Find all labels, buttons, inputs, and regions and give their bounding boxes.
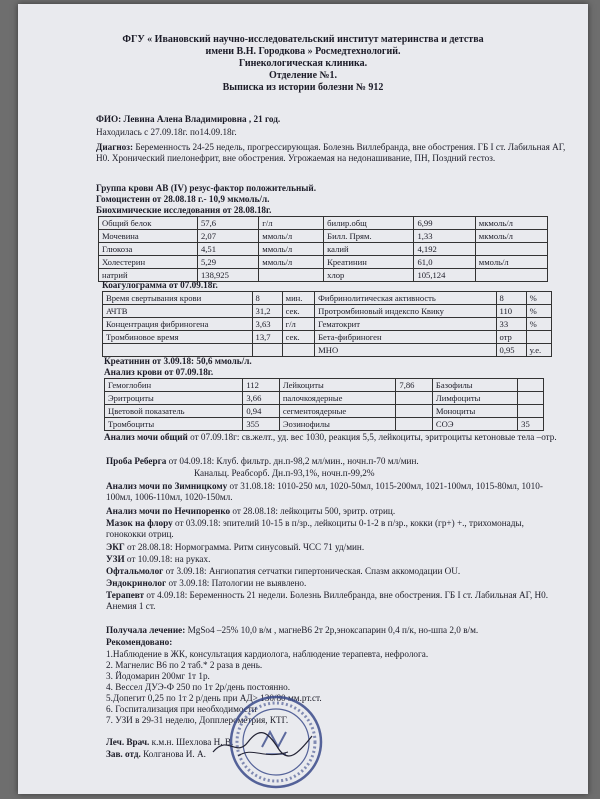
document-page: [18, 4, 588, 794]
biochem-cell: калий: [324, 243, 414, 256]
coag-cell: 110: [496, 305, 526, 318]
blood-cell: Эритроциты: [105, 392, 243, 405]
biochem-cell: ммоль/л: [259, 230, 324, 243]
biochem-row: [99, 217, 548, 230]
coag-cell: у.е.: [526, 344, 551, 357]
biochem-cell: [475, 269, 547, 282]
coag-row: [103, 318, 552, 331]
biochem-cell: Холестерин: [99, 256, 198, 269]
coag-cell: 31,2: [252, 305, 282, 318]
biochem-cell: 4,51: [197, 243, 258, 256]
blood-group: Группа крови АВ (IV) резус-фактор положительный.: [96, 183, 317, 193]
zimnitsky-label: Анализ мочи по Зимницкому: [106, 481, 228, 491]
blood-row: [105, 405, 544, 418]
coag-cell: %: [526, 292, 551, 305]
coag-cell: 8: [252, 292, 282, 305]
biochem-cell: 4,192: [414, 243, 475, 256]
biochem-title: Биохимические исследования от 28.08.18г.: [96, 205, 272, 215]
blood-cell: СОЭ: [432, 418, 517, 431]
coag-row: [103, 331, 552, 344]
blood-row: [105, 392, 544, 405]
coag-cell: сек.: [282, 305, 315, 318]
biochem-cell: билир.общ: [324, 217, 414, 230]
biochem-cell: [259, 269, 324, 282]
coag-row: [103, 344, 552, 357]
recommendation-item: 5.Допегит 0,25 по 1т 2 р/день при АД> 130/80 мм.рт.ст.: [106, 693, 322, 703]
zimnitsky-analysis: [106, 481, 561, 503]
nechiporenko-label: Анализ мочи по Нечипоренко: [106, 506, 231, 516]
biochem-cell: 138,925: [197, 269, 258, 282]
coag-cell: [252, 344, 282, 357]
doctor-name: к.м.н. Шехлова Н. В.: [151, 737, 234, 747]
recommendation-item: 7. УЗИ в 29-31 неделю, Допплерометрия, КТГ.: [106, 715, 289, 725]
blood-table: [104, 378, 544, 431]
recommended-title: Рекомендовано:: [106, 637, 173, 647]
ophthalmologist: [106, 566, 460, 577]
ecg: [106, 542, 364, 553]
coag-cell: мин.: [282, 292, 315, 305]
recommendation-item: 1.Наблюдение в ЖК, консультация кардиолога, наблюдение терапевта, нефролога.: [106, 649, 429, 659]
coag-row: [103, 292, 552, 305]
head-label: Зав. отд.: [106, 749, 141, 759]
biochem-cell: 5,29: [197, 256, 258, 269]
coag-cell: Протромбиновый индекспо Квику: [315, 305, 496, 318]
coag-cell: г/л: [282, 318, 315, 331]
coag-cell: [103, 344, 253, 357]
ophth-text: от 3.09.18: Ангиопатия сетчатки гипертоническая. Спазм аккомодации OU.: [165, 566, 461, 576]
coag-cell: отр: [496, 331, 526, 344]
biochem-cell: Билл. Прям.: [324, 230, 414, 243]
coag-row: [103, 305, 552, 318]
coag-cell: Время свертывания крови: [103, 292, 253, 305]
institution-name-2: имени В.Н. Городкова » Росмедтехнологий.: [205, 46, 401, 57]
uzi: [106, 554, 210, 565]
blood-cell: сегментоядерные: [279, 405, 396, 418]
biochem-cell: [475, 243, 547, 256]
blood-cell: Моноциты: [432, 405, 517, 418]
blood-cell: Цветовой показатель: [105, 405, 243, 418]
coag-cell: Концентрация фибриногена: [103, 318, 253, 331]
recommendation-item: 2. Магнелис В6 по 2 таб.* 2 раза в день.: [106, 660, 263, 670]
biochem-cell: Глюкоза: [99, 243, 198, 256]
reberg-text: от 04.09.18: Клуб. фильтр. дн.п-98,2 мл/мин., ночн.п-70 мл/мин.: [168, 456, 419, 466]
recommendation-item: 4. Вессел ДУЭ-Ф 250 по 1т 2р/день постоянно.: [106, 682, 291, 692]
biochem-cell: Мочевина: [99, 230, 198, 243]
endo-label: Эндокринолог: [106, 578, 167, 588]
blood-cell: Гемоглобин: [105, 379, 243, 392]
coag-cell: [282, 344, 315, 357]
homocysteine: Гомоцистеин от 28.08.18 г.- 10,9 мкмоль/л.: [96, 194, 270, 204]
document-title: Выписка из истории болезни № 912: [222, 82, 384, 93]
coag-cell: Гематокрит: [315, 318, 496, 331]
biochem-cell: натрий: [99, 269, 198, 282]
zimnitsky-text: от 31.08.18: 1010-250 мл, 1020-50мл, 1015-200мл, 1021-100мл, 1015-80мл, 1010-100мл, 1006-110мл, 1020-150мл.: [106, 481, 543, 502]
reberg-label: Проба Реберга: [106, 456, 167, 466]
coag-cell: 0,95: [496, 344, 526, 357]
blood-cell: [518, 405, 544, 418]
stay-period: Находилась с 27.09.18г. по14.09.18г.: [96, 127, 237, 137]
uzi-label: УЗИ: [106, 554, 125, 564]
clinic-name: Гинекологическая клиника.: [238, 58, 368, 69]
coag-cell: МНО: [315, 344, 496, 357]
blood-cell: Лейкоциты: [279, 379, 396, 392]
blood-cell: [396, 392, 433, 405]
coag-cell: Тромбиновое время: [103, 331, 253, 344]
therapist: [106, 590, 561, 612]
biochem-cell: ммоль/л: [259, 256, 324, 269]
biochem-cell: г/л: [259, 217, 324, 230]
blood-cell: 3,66: [243, 392, 280, 405]
blood-cell: 355: [243, 418, 280, 431]
blood-cell: [396, 405, 433, 418]
coag-title: Коагулограмма от 07.09.18г.: [102, 280, 218, 290]
coag-cell: 13,7: [252, 331, 282, 344]
ecg-label: ЭКГ: [106, 542, 125, 552]
treatment-text: MgSo4 –25% 10,0 в/м , магнеВ6 2т 2р,эноксапарин 0,4 п/к, но-шпа 2,0 в/м.: [187, 625, 479, 635]
treatment-label: Получала лечение:: [106, 625, 186, 635]
biochem-cell: мкмоль/л: [475, 230, 547, 243]
biochem-cell: Креатинин: [324, 256, 414, 269]
coag-cell: Бета-фибриноген: [315, 331, 496, 344]
signature-scribble: [208, 724, 318, 764]
urine-analysis: [104, 432, 559, 443]
blood-cell: 0,94: [243, 405, 280, 418]
endo-text: от 3.09.18: Патологии не выявлено.: [168, 578, 307, 588]
biochem-table: [98, 216, 548, 282]
blood-cell: [396, 418, 433, 431]
endocrinologist: [106, 578, 306, 589]
head-name: Колганова И. А.: [143, 749, 206, 759]
urine-label: Анализ мочи общий: [104, 432, 188, 442]
therapist-label: Терапевт: [106, 590, 145, 600]
flora-smear: [106, 518, 561, 540]
blood-cell: Тромбоциты: [105, 418, 243, 431]
blood-cell: 112: [243, 379, 280, 392]
blood-cell: Базофилы: [432, 379, 517, 392]
biochem-cell: 1,33: [414, 230, 475, 243]
coag-cell: %: [526, 305, 551, 318]
blood-cell: палочкоядерные: [279, 392, 396, 405]
patient-line: [96, 114, 280, 125]
coag-cell: Фибринолитическая активность: [315, 292, 496, 305]
biochem-cell: 6,99: [414, 217, 475, 230]
biochem-cell: 61,0: [414, 256, 475, 269]
flora-text: от 03.09.18: эпителий 10-15 в п/зр., лейкоциты 0-1-2 в п/зр., кокки (гр+) +., трихомонады, гонококки отриц.: [106, 518, 524, 539]
reberg-text-2: Канальц. Реабсорб. Дн.п-93,1%, ночн.п-99,2%: [194, 468, 375, 478]
biochem-cell: 57,6: [197, 217, 258, 230]
therapist-text: от 4.09.18: Беременность 21 недели. Болезнь Виллебранда, вне обострения. ГБ I ст. Лабильная АГ, Н0. Анемия 1 ст.: [106, 590, 549, 611]
recommendation-item: 3. Йодомарин 200мг 1т 1р.: [106, 671, 210, 681]
patient-name: Левина Алена Владимировна , 21 год.: [123, 114, 281, 124]
recommendation-item: 6. Госпитализация при необходимости: [106, 704, 257, 714]
biochem-cell: 2,07: [197, 230, 258, 243]
blood-cell: Эозинофилы: [279, 418, 396, 431]
blood-cell: Лимфоциты: [432, 392, 517, 405]
coag-cell: %: [526, 318, 551, 331]
biochem-cell: мкмоль/л: [475, 217, 547, 230]
biochem-cell: Общий белок: [99, 217, 198, 230]
blood-row: [105, 418, 544, 431]
biochem-row: [99, 256, 548, 269]
coag-cell: 3,63: [252, 318, 282, 331]
reberg-test: [106, 456, 419, 467]
diagnosis-label: Диагноз:: [96, 142, 134, 152]
nechiporenko-analysis: [106, 506, 395, 517]
biochem-cell: 105,124: [414, 269, 475, 282]
department-name: Отделение №1.: [268, 70, 338, 81]
institution-name: ФГУ « Ивановский научно-исследовательский институт материнства и детства: [122, 34, 484, 45]
biochem-cell: хлор: [324, 269, 414, 282]
coag-cell: 33: [496, 318, 526, 331]
coag-cell: [526, 331, 551, 344]
flora-label: Мазок на флору: [106, 518, 173, 528]
treatment: [106, 625, 478, 636]
blood-row: [105, 379, 544, 392]
creatinine-text: Креатинин от 3.09.18: 50,6 ммоль/л.: [104, 356, 252, 366]
blood-title: Анализ крови от 07.09.18г.: [104, 367, 214, 377]
biochem-row: [99, 230, 548, 243]
fio-label: ФИО:: [96, 114, 122, 124]
doctor-label: Леч. Врач.: [106, 737, 150, 747]
biochem-row: [99, 243, 548, 256]
urine-text: от 07.09.18г: св.желт., уд. вес 1030, реакция 5,5, лейкоциты, эритроциты кетоновые тела –отр.: [190, 432, 557, 442]
blood-cell: [518, 379, 544, 392]
ophth-label: Офтальмолог: [106, 566, 164, 576]
ecg-text: от 28.08.18: Нормограмма. Ритм синусовый. ЧСС 71 уд/мин.: [127, 542, 365, 552]
biochem-cell: ммоль/л: [259, 243, 324, 256]
coag-table: [102, 291, 552, 357]
coag-cell: АЧТВ: [103, 305, 253, 318]
creatinine: [104, 356, 252, 367]
blood-cell: 35: [518, 418, 544, 431]
biochem-cell: ммоль/л: [475, 256, 547, 269]
diagnosis: [96, 142, 566, 164]
diagnosis-text: Беременность 24-25 недель, прогрессирующая. Болезнь Виллебранда, вне обострения. ГБ I ст. Лабильная АГ, Н0. Хронический пиелонефрит, вне обострения. Угрожаемая на недонашивание, ПН, Поздний гестоз.: [96, 142, 566, 163]
nechiporenko-text: от 28.08.18: лейкоциты 500, эритр. отриц.: [232, 506, 396, 516]
coag-cell: 8: [496, 292, 526, 305]
blood-cell: 7,86: [396, 379, 433, 392]
head-signature: [106, 749, 206, 760]
coag-cell: сек.: [282, 331, 315, 344]
uzi-text: от 10.09.18: на руках.: [126, 554, 211, 564]
blood-cell: [518, 392, 544, 405]
